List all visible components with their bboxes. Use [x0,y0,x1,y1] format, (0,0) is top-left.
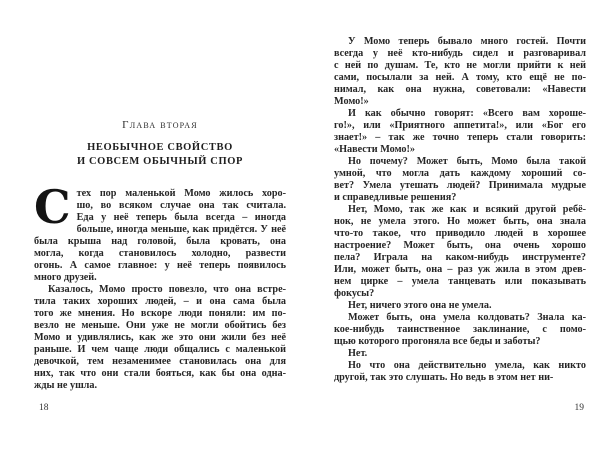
text-line: них, так что они стали бояться, как бы она одна- [34,368,286,379]
text-line: нок, не умела этого. Но может быть, она знала [334,216,586,227]
chapter-title [34,141,286,168]
text-line: го!», или «Приятного аппетита!», или «Бог его [334,120,586,131]
text-line: сами, посылали за ней. А тому, кто ещё не по- [334,72,586,83]
page-left [34,0,286,450]
text-line: Еда у неё теперь была всегда – иногда [76,212,286,223]
text-line: раньше. И чем чаще люди общались с маленькой [34,344,286,355]
text-line: могла, когда становилось холодно, развести [34,248,286,259]
text-line: нимал, как она нужна, советовали: «Навести [334,84,586,95]
paragraph [334,204,586,300]
chapter-title-line1: НЕОБЫЧНОЕ СВОЙСТВО [87,142,233,153]
text-line: шо, во всяком случае она так считала. [76,200,286,211]
page-number-right: 19 [574,403,584,413]
paragraph [334,156,586,204]
text-line: умной, что могла дать каждому хороший со- [334,168,586,179]
text-line: Но что она действительно умела, как никто [348,360,586,371]
text-line: везло не меньше. Они уже не могли обойтись без [34,320,286,331]
text-line: что-то такое, что приводило людей в хорошее [334,228,586,239]
text-line: Нет, Момо, так же как и всякий другой ребё- [348,204,586,215]
text-line: девочкой, тем незаменимее становилась она для [34,356,286,367]
text-line: вет? Умела утешать людей? Принимала мудрые [334,180,586,191]
text-line: Момо!» [334,96,369,107]
text-line: У Момо теперь бывало много гостей. Почти [348,36,586,47]
text-line: много друзей. [34,272,97,283]
text-line: Нет. [348,348,368,359]
text-line: Но почему? Может быть, Момо была такой [348,156,586,167]
paragraph [34,284,286,392]
paragraph [334,36,586,108]
text-line: Казалось, Момо просто повезло, что она встре- [48,284,286,295]
text-line: знает!» – так же точно теперь стали говорить: [334,132,586,143]
text-line: нем цирке – умела танцевать или показывать [334,276,586,287]
text-line: настроение? Может быть, она очень хорошо [334,240,586,251]
paragraph [334,300,586,312]
text-line: больше, иногда меньше, как придётся. У неё [76,224,286,235]
text-line: другой, так это слушать. Но ведь в этом нет ни- [334,372,554,383]
text-line: Момо и удивлялись, как же это они жили без неё [34,332,286,343]
chapter-title-line2: И СОВСЕМ ОБЫЧНЫЙ СПОР [77,155,243,167]
text-line: огонь. А самое главное: у неё теперь появилось [34,260,286,271]
paragraph [334,108,586,156]
text-line: Или, может быть, она – раз уж жила в этом древ- [334,264,586,275]
text-line: «Навести Момо!» [334,144,415,155]
page-right [334,0,586,450]
text-line: щью которого прогоняла все беды и заботы? [334,336,541,347]
right-page-body [334,36,586,384]
text-line: жды не ушла. [34,380,98,391]
text-line: того же мнения. Но вскоре люди поняли: им по- [34,308,286,319]
text-line: всегда у неё кто-нибудь сидел и разговаривал [334,48,586,59]
text-line: тила таких хороших людей, – и она сама была [34,296,286,307]
drop-cap: С [34,180,71,234]
text-line: и справедливые решения? [334,192,457,203]
left-page-body [34,180,286,392]
paragraph [34,180,286,284]
text-line: с ней по душам. Те, кто не могли прийти к ней [334,60,586,71]
chapter-label: Глава вторая [122,119,198,131]
page-number-left: 18 [39,403,49,413]
text-line: фокусы? [334,288,375,299]
paragraph [334,360,586,384]
text-line: кое-нибудь таинственное заклинание, с помо- [334,324,586,335]
text-line: была крыша над головой, была кровать, она [34,236,286,247]
paragraph [334,348,586,360]
text-line: тех пор маленькой Момо жилось хоро- [76,188,286,199]
text-line: И как обычно говорят: «Всего вам хороше- [348,108,586,119]
text-line: пела? Играла на каком-нибудь инструменте? [334,252,586,263]
paragraph [334,312,586,348]
text-line: Может быть, она умела колдовать? Знала ка- [348,312,586,323]
text-line: Нет, ничего этого она не умела. [348,300,492,311]
